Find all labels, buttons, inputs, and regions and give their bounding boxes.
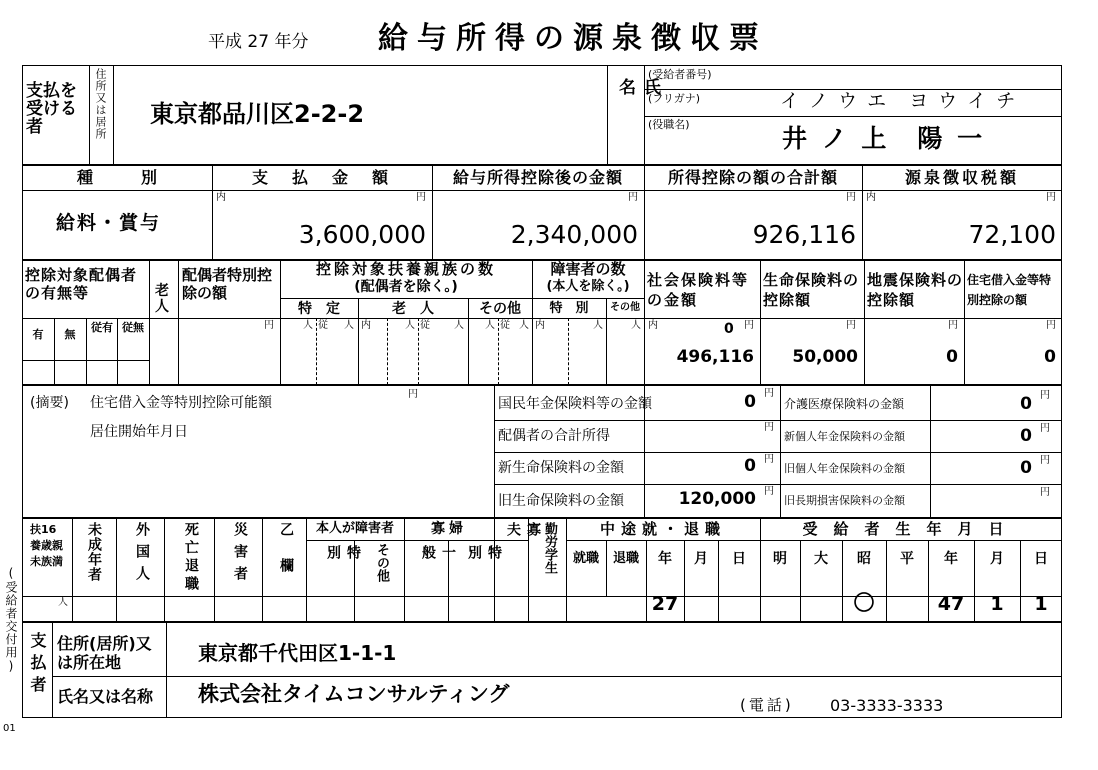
nin-mark: 人	[344, 320, 354, 331]
social-inner-value: 0	[724, 321, 734, 337]
flag-foreign: 外国人	[134, 522, 150, 588]
flag-widower: 寡夫	[505, 522, 541, 570]
header-kind: 種 別	[76, 168, 157, 187]
kind-value: 給料・賞与	[56, 212, 162, 234]
payer-phone: 03-3333-3333	[830, 696, 944, 715]
birth-day-value: 1	[1034, 593, 1048, 615]
yen-mark: 円	[764, 486, 774, 497]
yen-mark: 円	[1040, 423, 1050, 434]
nin-mark: 人	[485, 320, 495, 331]
payer-label-name: 氏名又は名称	[57, 687, 154, 706]
summary-right-label-3: 旧個人年金保険料の金額	[784, 462, 905, 475]
midway-day-label: 日	[732, 551, 746, 567]
label-ju-ari: 従有	[91, 321, 113, 334]
header-deduction-total: 所得控除の額の合計額	[667, 168, 838, 187]
yen-mark: 円	[744, 320, 754, 331]
label-disabled-sub: (本人を除く。)	[546, 279, 630, 294]
summary-right-label-2: 新個人年金保険料の金額	[784, 430, 905, 443]
inner-mark: 内	[216, 192, 226, 203]
label-position: (役職名)	[648, 118, 690, 131]
summary-label: (摘要)	[30, 395, 69, 411]
life-insurance-amount: 50,000	[792, 347, 858, 367]
flag-student: 勤労学生	[542, 522, 557, 574]
payer-name: 株式会社タイムコンサルティング	[198, 682, 510, 706]
birth-header: 受給者生年月日	[802, 520, 1020, 538]
birth-showa: 昭	[857, 551, 871, 567]
yen-mark: 円	[1040, 455, 1050, 466]
yen-mark: 円	[264, 320, 274, 331]
social-insurance-amount: 496,116	[676, 347, 754, 367]
summary-left-value-1: 0	[744, 392, 756, 412]
birth-month-value: 1	[990, 593, 1004, 615]
summary-right-label-4: 旧長期損害保険料の金額	[784, 494, 905, 507]
nin-mark: 人	[405, 320, 415, 331]
label-ju-mu: 従無	[122, 321, 144, 334]
payer-label-address: 住所(居所)又は所在地	[57, 634, 152, 672]
header-tax: 源泉徴収税額	[904, 168, 1019, 187]
uchi-mark: 内	[535, 320, 545, 331]
flag-minor: 未成年者	[86, 522, 102, 582]
label-sonota: その他	[479, 301, 521, 317]
flag-widow-general: 一般	[420, 545, 456, 571]
side-note: (受給者交付用)	[4, 566, 18, 674]
payer-label: 支払者	[28, 632, 47, 698]
recipient-name: 井 ノ 上 陽 一	[782, 124, 986, 153]
deduction-total-amount: 926,116	[752, 220, 856, 249]
label-furigana: (フリガナ)	[648, 92, 701, 105]
yen-mark: 円	[764, 454, 774, 465]
midway-year-value: 27	[651, 593, 679, 615]
recipient-address: 東京都品川区2-2-2	[150, 100, 365, 128]
yen-mark: 円	[764, 422, 774, 433]
nin-mark: 人	[454, 320, 464, 331]
yen-mark: 円	[1040, 390, 1050, 401]
nin-mark: 人	[593, 320, 603, 331]
flag-widow: 寡婦	[431, 521, 467, 537]
summary-move-in: 居住開始年月日	[90, 424, 188, 440]
midway-shuushoku: 就職	[572, 551, 599, 566]
yen-mark: 円	[846, 192, 856, 203]
label-address: 住所又は居所	[94, 68, 107, 140]
summary-right-value-1: 0	[1020, 394, 1032, 414]
summary-left-label-3: 新生命保険料の金額	[498, 460, 624, 476]
birth-month-label: 月	[990, 551, 1004, 567]
nin-mark: 人	[303, 320, 313, 331]
payer-address: 東京都千代田区1-1-1	[198, 641, 397, 665]
payment-amount: 3,600,000	[298, 220, 426, 249]
form-title: 給与所得の源泉徴収票	[378, 21, 768, 56]
flag-dependent-under-16: 扶16養歳親未族満	[30, 523, 63, 568]
label-dependents: 控除対象扶養親族の数	[315, 260, 496, 278]
inner-mark: 内	[866, 192, 876, 203]
yen-mark: 円	[416, 192, 426, 203]
flag-otsu: 乙欄	[278, 522, 294, 594]
summary-right-label-1: 介護医療保険料の金額	[784, 397, 905, 411]
after-deduction-amount: 2,340,000	[510, 220, 638, 249]
ju-mark: 従	[318, 320, 328, 331]
label-recipient-no: (受給者番号)	[648, 68, 712, 81]
label-tokutei: 特 定	[298, 301, 340, 317]
showa-mark: 〇	[853, 591, 875, 615]
yen-mark: 円	[408, 389, 418, 400]
label-disabled-other: その他	[610, 302, 640, 313]
yen-mark: 円	[628, 192, 638, 203]
birth-day-label: 日	[1034, 551, 1048, 567]
yen-mark: 円	[948, 320, 958, 331]
label-disabled: 障害者の数	[550, 260, 626, 278]
midway-taishoku: 退職	[612, 551, 639, 566]
label-spouse: 控除対象配偶者の有無等	[25, 266, 138, 302]
label-disabled-special: 特 別	[549, 301, 589, 316]
label-spouse-special: 配偶者特別控除の額	[182, 266, 273, 302]
nin-mark: 人	[58, 597, 68, 608]
yen-mark: 円	[846, 320, 856, 331]
form-number: 01	[3, 723, 16, 734]
birth-heisei: 平	[900, 551, 914, 567]
birth-year-value: 47	[937, 593, 965, 615]
tax-amount: 72,100	[968, 220, 1056, 249]
midway-month-label: 月	[694, 551, 708, 567]
summary-left-label-2: 配偶者の合計所得	[498, 428, 610, 444]
birth-meiji: 明	[773, 551, 787, 567]
header-payment: 支 払 金 額	[251, 168, 392, 187]
uchi-mark: 内	[361, 320, 371, 331]
summary-left-value-3: 0	[744, 456, 756, 476]
summary-right-value-3: 0	[1020, 458, 1032, 478]
summary-right-value-2: 0	[1020, 426, 1032, 446]
flag-self-disabled-special: 特別	[325, 545, 361, 571]
birth-year-label: 年	[944, 551, 958, 567]
yen-mark: 円	[1046, 320, 1056, 331]
label-social-insurance: 社会保険料等の金額	[647, 271, 750, 309]
flag-disaster: 災害者	[232, 522, 248, 588]
summary-housing-possible: 住宅借入金等特別控除可能額	[90, 395, 272, 411]
label-pay-recipient: 支払を受ける者	[26, 81, 77, 137]
label-mu: 無	[64, 328, 76, 341]
ju-mark: 従	[420, 320, 430, 331]
summary-left-label-4: 旧生命保険料の金額	[498, 493, 624, 509]
nin-mark: 人	[631, 320, 641, 331]
summary-left-label-1: 国民年金保険料等の金額	[498, 396, 652, 412]
summary-left-value-4: 120,000	[678, 489, 756, 509]
flag-self-disabled: 本人が障害者	[315, 521, 394, 536]
recipient-furigana: イ ノ ウ エ ヨ ウ イ チ	[780, 90, 1018, 112]
housing-loan-amount: 0	[1044, 347, 1056, 367]
label-elderly: 老人	[155, 283, 169, 315]
label-ari: 有	[32, 328, 44, 341]
midway-year-label: 年	[658, 551, 672, 567]
label-housing-loan: 住宅借入金等特別控除の額	[967, 273, 1052, 307]
label-dependents-sub: (配偶者を除く。)	[354, 279, 458, 295]
era-year: 平成 27 年分	[208, 32, 309, 52]
label-name: 氏名	[615, 78, 660, 125]
earthquake-insurance-amount: 0	[946, 347, 958, 367]
yen-mark: 円	[1040, 487, 1050, 498]
label-life-insurance: 生命保険料の控除額	[763, 271, 860, 309]
flag-widow-special: 特別	[466, 545, 502, 571]
label-rojin: 老 人	[392, 301, 434, 317]
nin-mark: 人	[519, 320, 529, 331]
yen-mark: 円	[764, 388, 774, 399]
flag-death: 死亡退職	[183, 522, 199, 594]
uchi-mark: 内	[648, 320, 658, 331]
birth-taisho: 大	[814, 551, 828, 567]
payer-phone-label: (電話)	[740, 696, 794, 714]
label-earthquake-insurance: 地震保険料の控除額	[867, 271, 964, 309]
flag-self-disabled-other: その他	[374, 543, 389, 582]
header-after-deduction: 給与所得控除後の金額	[452, 168, 623, 187]
yen-mark: 円	[1046, 192, 1056, 203]
ju-mark: 従	[500, 320, 510, 331]
midway-header: 中途就・退職	[599, 520, 726, 538]
